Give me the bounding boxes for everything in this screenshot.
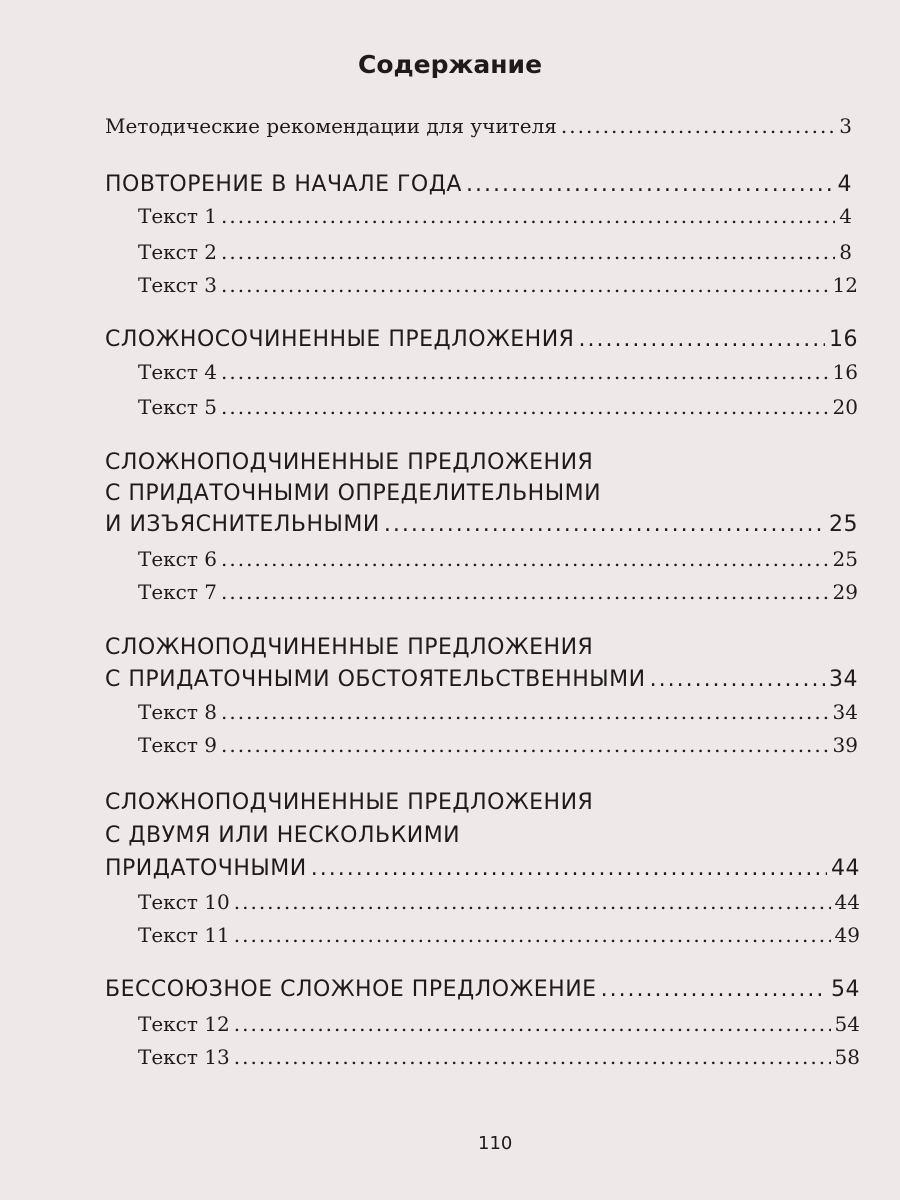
entry-page: 34 (829, 667, 858, 692)
entry-label: ПОВТОРЕНИЕ В НАЧАЛЕ ГОДА (105, 172, 462, 197)
entry-page: 58 (834, 1045, 860, 1069)
entry-page: 34 (832, 700, 858, 724)
dot-leader (221, 733, 829, 757)
dot-leader (221, 580, 829, 604)
toc-text-entry (138, 395, 858, 427)
toc-text-entry (138, 923, 860, 955)
entry-label: Текст 8 (138, 700, 218, 724)
entry-page: 54 (831, 977, 860, 1002)
toc-heading-line: СЛОЖНОПОДЧИНЕННЫЕ ПРЕДЛОЖЕНИЯ (105, 790, 594, 815)
entry-page: 4 (837, 172, 852, 197)
entry-label: Текст 4 (138, 360, 218, 384)
entry-label: БЕССОЮЗНОЕ СЛОЖНОЕ ПРЕДЛОЖЕНИЕ (105, 977, 597, 1002)
toc-heading-line: С ДВУМЯ ИЛИ НЕСКОЛЬКИМИ (105, 823, 461, 848)
toc-section-entry (105, 977, 860, 1009)
toc-section-entry (105, 172, 852, 204)
toc-section-entry (105, 856, 860, 888)
entry-page: 3 (839, 114, 852, 138)
dot-leader (221, 273, 829, 297)
entry-page: 44 (834, 890, 860, 914)
dot-leader (221, 360, 829, 384)
entry-page: 49 (834, 923, 860, 947)
toc-text-entry (138, 890, 860, 922)
entry-label: Текст 7 (138, 580, 218, 604)
dot-leader (221, 700, 829, 724)
toc-text-entry (138, 580, 858, 612)
toc-section-entry (105, 512, 858, 544)
toc-heading-line: СЛОЖНОПОДЧИНЕННЫЕ ПРЕДЛОЖЕНИЯ (105, 450, 594, 475)
dot-leader (384, 512, 825, 537)
dot-leader (221, 395, 829, 419)
dot-leader (221, 240, 835, 264)
dot-leader (221, 204, 835, 228)
toc-heading-line: С ПРИДАТОЧНЫМИ ОПРЕДЕЛИТЕЛЬНЫМИ (105, 481, 602, 506)
toc-text-entry (138, 273, 858, 305)
toc-text-entry (138, 733, 858, 765)
entry-label: ПРИДАТОЧНЫМИ (105, 856, 307, 881)
dot-leader (311, 856, 827, 881)
toc-heading-line: СЛОЖНОПОДЧИНЕННЫЕ ПРЕДЛОЖЕНИЯ (105, 635, 594, 660)
entry-page: 20 (832, 395, 858, 419)
entry-page: 39 (832, 733, 858, 757)
entry-label: Текст 1 (138, 204, 218, 228)
page-title: Содержание (357, 50, 543, 79)
entry-label: Текст 10 (138, 890, 230, 914)
dot-leader (221, 547, 829, 571)
entry-label: Текст 3 (138, 273, 218, 297)
entry-label: СЛОЖНОСОЧИНЕННЫЕ ПРЕДЛОЖЕНИЯ (105, 327, 575, 352)
entry-page: 29 (832, 580, 858, 604)
toc-text-entry (138, 1045, 860, 1077)
dot-leader (466, 172, 834, 197)
entry-page: 4 (839, 204, 852, 228)
toc-section-entry (105, 667, 858, 699)
entry-page: 8 (839, 240, 852, 264)
entry-label: С ПРИДАТОЧНЫМИ ОБСТОЯТЕЛЬСТВЕННЫМИ (105, 667, 646, 692)
entry-label: Текст 5 (138, 395, 218, 419)
page-number: 110 (478, 1133, 513, 1154)
dot-leader (234, 1045, 831, 1069)
entry-label: Методические рекомендации для учителя (105, 114, 557, 138)
entry-page: 44 (831, 856, 860, 881)
dot-leader (578, 327, 825, 352)
toc-section-entry (105, 327, 858, 359)
dot-leader (601, 977, 827, 1002)
entry-page: 16 (832, 360, 858, 384)
entry-label: Текст 6 (138, 547, 218, 571)
toc-text-entry (138, 1012, 860, 1044)
toc-text-entry (138, 204, 852, 236)
entry-label: Текст 2 (138, 240, 218, 264)
dot-leader (234, 890, 831, 914)
entry-page: 25 (829, 512, 858, 537)
entry-page: 16 (829, 327, 858, 352)
toc-text-entry (138, 547, 858, 579)
toc-text-entry (138, 240, 852, 272)
dot-leader (650, 667, 825, 692)
entry-label: Текст 9 (138, 733, 218, 757)
toc-text-entry (105, 114, 852, 146)
entry-page: 25 (832, 547, 858, 571)
dot-leader (561, 114, 835, 138)
toc-text-entry (138, 700, 858, 732)
entry-label: Текст 12 (138, 1012, 230, 1036)
entry-page: 54 (834, 1012, 860, 1036)
entry-label: И ИЗЪЯСНИТЕЛЬНЫМИ (105, 512, 380, 537)
dot-leader (234, 1012, 831, 1036)
entry-label: Текст 13 (138, 1045, 230, 1069)
entry-label: Текст 11 (138, 923, 230, 947)
toc-text-entry (138, 360, 858, 392)
entry-page: 12 (832, 273, 858, 297)
dot-leader (234, 923, 831, 947)
